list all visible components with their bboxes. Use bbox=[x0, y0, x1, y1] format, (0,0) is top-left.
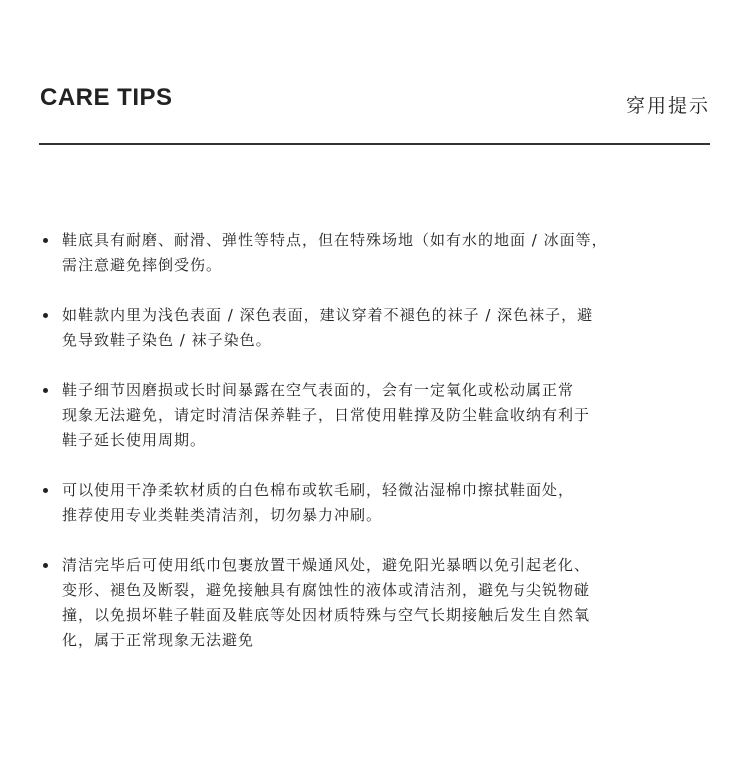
tip-text-line: 鞋底具有耐磨、耐滑、弹性等特点，但在特殊场地（如有水的地面 / 冰面等， bbox=[62, 231, 608, 249]
tip-text-line: 免导致鞋子染色 / 袜子染色。 bbox=[62, 331, 272, 349]
care-tips-list bbox=[40, 228, 640, 678]
tip-drying-storage bbox=[40, 553, 640, 653]
page-title: CARE TIPS bbox=[40, 84, 173, 111]
tip-cleaning bbox=[40, 478, 640, 528]
page-title-chinese: 穿用提示 bbox=[625, 95, 710, 117]
tip-text-line: 现象无法避免，请定时清洁保养鞋子，日常使用鞋撑及防尘鞋盒收纳有利于 bbox=[62, 406, 591, 424]
bullet-icon bbox=[43, 238, 48, 243]
header-divider bbox=[39, 143, 710, 145]
bullet-icon bbox=[43, 388, 48, 393]
tip-text-line: 推荐使用专业类鞋类清洁剂，切勿暴力冲刷。 bbox=[62, 506, 383, 524]
tip-text-line: 如鞋款内里为浅色表面 / 深色表面，建议穿着不褪色的袜子 / 深色袜子，避 bbox=[62, 306, 594, 324]
tip-text-line: 鞋子细节因磨损或长时间暴露在空气表面的，会有一定氧化或松动属正常 bbox=[62, 381, 575, 399]
bullet-icon bbox=[43, 313, 48, 318]
tip-text-line: 撞，以免损坏鞋子鞋面及鞋底等处因材质特殊与空气长期接触后发生自然氧 bbox=[62, 606, 591, 624]
tip-text-line: 需注意避免摔倒受伤。 bbox=[62, 256, 223, 274]
tip-anti-slip bbox=[40, 228, 640, 278]
tip-text-line: 变形、褪色及断裂，避免接触具有腐蚀性的液体或清洁剂，避免与尖锐物碰 bbox=[62, 581, 591, 599]
tip-socks-color bbox=[40, 303, 640, 353]
tip-text-line: 清洁完毕后可使用纸巾包裹放置干燥通风处，避免阳光暴晒以免引起老化、 bbox=[62, 556, 591, 574]
tip-text-line: 化，属于正常现象无法避免 bbox=[62, 631, 255, 649]
tip-text-line: 鞋子延长使用周期。 bbox=[62, 431, 207, 449]
tip-text-line: 可以使用干净柔软材质的白色棉布或软毛刷，轻微沾湿棉巾擦拭鞋面处， bbox=[62, 481, 575, 499]
bullet-icon bbox=[43, 563, 48, 568]
bullet-icon bbox=[43, 488, 48, 493]
care-tips-header bbox=[40, 84, 710, 124]
tip-oxidation bbox=[40, 378, 640, 453]
